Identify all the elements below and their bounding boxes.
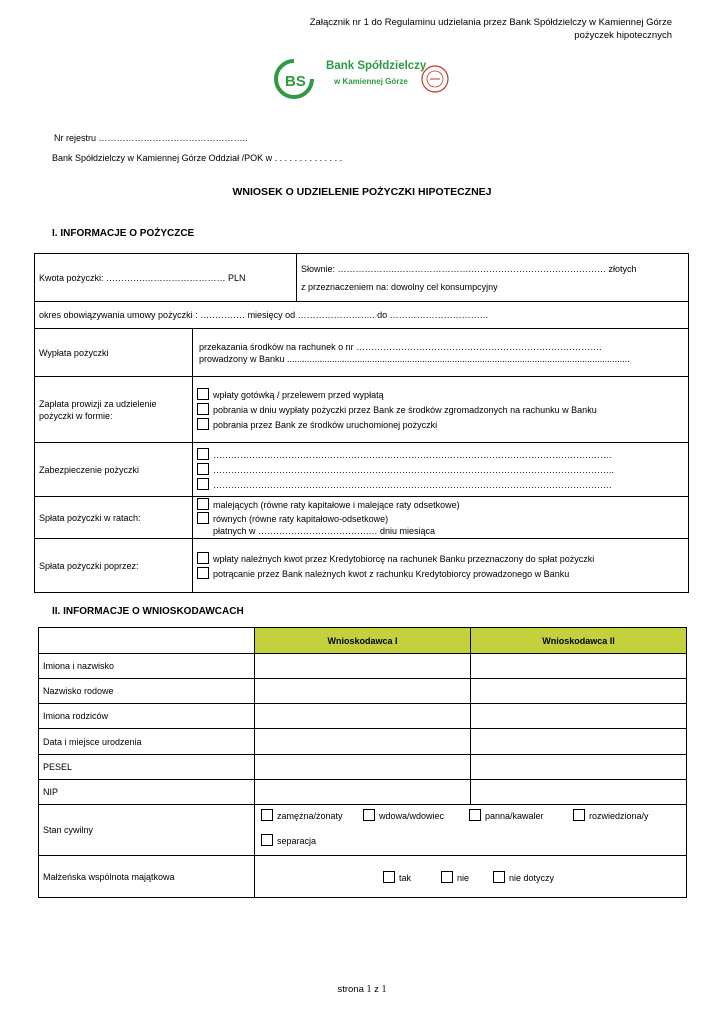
table-row bbox=[39, 780, 687, 805]
svg-text:BS: BS bbox=[285, 73, 306, 90]
checkbox[interactable] bbox=[197, 418, 209, 430]
commission-label: Zapłata prowizji za udzielenie pożyczki w formie: bbox=[35, 377, 193, 443]
repayment-option[interactable] bbox=[197, 552, 684, 565]
table-row bbox=[35, 302, 689, 329]
footer-prefix: strona bbox=[337, 984, 367, 995]
option-label: separacja bbox=[277, 836, 317, 846]
checkbox[interactable] bbox=[197, 448, 209, 460]
option-label: równych (równe raty kapitałowo-odsetkowe) bbox=[213, 514, 389, 524]
checkbox[interactable] bbox=[197, 512, 209, 524]
option-label: potrącanie przez Bank należnych kwot z rachunku Kredytobiorcy prowadzonego w Banku bbox=[213, 568, 570, 579]
marital-option[interactable] bbox=[363, 809, 444, 822]
option-label: …………………………………………………………………………………………………………………….. bbox=[213, 465, 615, 475]
commission-option[interactable] bbox=[197, 388, 684, 401]
payment-day[interactable]: płatnych w ……………………………….… dniu miesiąca bbox=[213, 526, 436, 536]
collateral-option[interactable] bbox=[197, 463, 684, 476]
installments-options bbox=[193, 497, 689, 539]
applicant1-input[interactable] bbox=[255, 654, 471, 679]
row-label: Imiona rodziców bbox=[39, 704, 255, 729]
applicant2-input[interactable] bbox=[471, 654, 687, 679]
repayment-options bbox=[193, 539, 689, 593]
checkbox[interactable] bbox=[363, 809, 375, 821]
checkbox[interactable] bbox=[197, 552, 209, 564]
option-label: ……………………………………………………………………………………………………………………. bbox=[213, 450, 612, 460]
loan-period: okres obowiązywania umowy pożyczki : …………… miesięcy od …………………….. do …………………………… bbox=[39, 310, 489, 320]
bank-name: Bank Spółdzielczy bbox=[326, 60, 427, 72]
repayment-label: Spłata pożyczki poprzez: bbox=[35, 539, 193, 593]
table-row bbox=[39, 704, 687, 729]
applicant1-input[interactable] bbox=[255, 755, 471, 780]
payout-account: przekazania środków na rachunek o nr ………………………………………………………………………. bbox=[199, 341, 602, 352]
branch-line: Bank Spółdzielczy w Kamiennej Górze Oddział /POK w . . . . . . . . . . . . . . bbox=[52, 153, 343, 163]
checkbox[interactable] bbox=[197, 388, 209, 400]
table-row bbox=[39, 805, 687, 856]
option-label: malejących (równe raty kapitałowe i malejące raty odsetkowe) bbox=[213, 500, 460, 510]
repayment-option[interactable] bbox=[197, 567, 684, 580]
registry-number: Nr rejestru ………………………………………….. bbox=[54, 133, 248, 143]
collateral-option[interactable] bbox=[197, 478, 684, 491]
table-row bbox=[39, 729, 687, 755]
marital-option[interactable] bbox=[573, 809, 649, 822]
loan-purpose: z przeznaczeniem na: dowolny cel konsumpcyjny bbox=[301, 281, 498, 292]
checkbox[interactable] bbox=[197, 403, 209, 415]
bank-logo bbox=[274, 59, 454, 99]
option-label: wdowa/wdowiec bbox=[379, 811, 445, 821]
payout-label: Wypłata pożyczki bbox=[35, 329, 193, 377]
section2-heading: II. INFORMACJE O WNIOSKODAWCACH bbox=[52, 606, 244, 617]
marital-status-label: Stan cywilny bbox=[39, 805, 255, 856]
table-row bbox=[39, 755, 687, 780]
collateral-options bbox=[193, 443, 689, 497]
option-label: pobrania w dniu wypłaty pożyczki przez Bank ze środków zgromadzonych na rachunku w Banku bbox=[213, 405, 597, 415]
attachment-header-line2: pożyczek hipotecznych bbox=[574, 30, 672, 41]
page-footer bbox=[0, 984, 724, 995]
checkbox[interactable] bbox=[573, 809, 585, 821]
loan-period-cell[interactable] bbox=[35, 302, 689, 329]
applicant1-input[interactable] bbox=[255, 704, 471, 729]
applicant1-header: Wnioskodawca I bbox=[255, 628, 471, 654]
applicant2-input[interactable] bbox=[471, 780, 687, 805]
option-label: wpłaty należnych kwot przez Kredytobiorcę na rachunek Banku przeznaczony do spłat pożyczki bbox=[213, 553, 595, 564]
row-label: PESEL bbox=[39, 755, 255, 780]
attachment-header-line1: Załącznik nr 1 do Regulaminu udzielania przez Bank Spółdzielczy w Kamiennej Górze bbox=[309, 17, 672, 28]
community-option[interactable] bbox=[383, 871, 411, 884]
row-label: Imiona i nazwisko bbox=[39, 654, 255, 679]
table-row bbox=[35, 254, 689, 302]
applicant1-input[interactable] bbox=[255, 679, 471, 704]
loan-amount: Kwota pożyczki: ………….……………………… PLN bbox=[39, 272, 246, 283]
applicant2-input[interactable] bbox=[471, 755, 687, 780]
table-row bbox=[39, 654, 687, 679]
payout-cell[interactable] bbox=[193, 329, 689, 377]
applicant2-input[interactable] bbox=[471, 704, 687, 729]
stamp-icon bbox=[420, 64, 450, 94]
page-number: 1 bbox=[366, 984, 372, 995]
marital-option[interactable] bbox=[261, 809, 343, 822]
checkbox[interactable] bbox=[197, 567, 209, 579]
property-community-label: Małżeńska wspólnota majątkowa bbox=[39, 856, 255, 898]
table-header-row bbox=[39, 628, 687, 654]
loan-amount-cell[interactable] bbox=[35, 254, 297, 302]
table-row bbox=[35, 443, 689, 497]
section1-heading: I. INFORMACJE O POŻYCZCE bbox=[52, 228, 195, 239]
checkbox[interactable] bbox=[383, 871, 395, 883]
option-label: zamężna/żonaty bbox=[277, 811, 343, 821]
loan-info-table bbox=[34, 253, 689, 593]
community-option[interactable] bbox=[441, 871, 469, 884]
commission-option[interactable] bbox=[197, 418, 684, 431]
applicant1-input[interactable] bbox=[255, 729, 471, 755]
property-community-options bbox=[255, 856, 687, 898]
option-label: ……………………………………………………………………………………………………………………. bbox=[213, 480, 612, 490]
page-title: WNIOSEK O UDZIELENIE POŻYCZKI HIPOTECZNEJ bbox=[232, 186, 492, 198]
table-row bbox=[35, 497, 689, 539]
option-label: nie bbox=[457, 873, 470, 883]
option-label: pobrania przez Bank ze środków uruchomionej pożyczki bbox=[213, 420, 438, 430]
applicant2-input[interactable] bbox=[471, 729, 687, 755]
installment-option[interactable] bbox=[197, 512, 684, 525]
checkbox[interactable] bbox=[493, 871, 505, 883]
option-label: panna/kawaler bbox=[485, 811, 544, 821]
checkbox[interactable] bbox=[197, 463, 209, 475]
checkbox[interactable] bbox=[441, 871, 453, 883]
collateral-option[interactable] bbox=[197, 448, 684, 461]
checkbox[interactable] bbox=[261, 834, 273, 846]
option-label: rozwiedziona/y bbox=[589, 811, 649, 821]
row-label: Nazwisko rodowe bbox=[39, 679, 255, 704]
applicant2-input[interactable] bbox=[471, 679, 687, 704]
amount-words-cell[interactable] bbox=[297, 254, 689, 302]
attachment-header bbox=[310, 16, 672, 42]
table-row bbox=[35, 329, 689, 377]
checkbox[interactable] bbox=[261, 809, 273, 821]
footer-of: z bbox=[371, 984, 382, 995]
bank-city: w Kamiennej Górze bbox=[334, 77, 408, 86]
payout-bank: prowadzony w Banku ......................................................................................................................................... bbox=[199, 353, 630, 364]
table-row bbox=[39, 679, 687, 704]
table-row bbox=[39, 856, 687, 898]
marital-status-options bbox=[255, 805, 687, 856]
row-label: NIP bbox=[39, 780, 255, 805]
option-label: nie dotyczy bbox=[509, 873, 555, 883]
table-row bbox=[35, 377, 689, 443]
applicants-table bbox=[38, 627, 687, 898]
marital-option[interactable] bbox=[261, 834, 316, 847]
applicant2-header: Wnioskodawca II bbox=[471, 628, 687, 654]
installments-label: Spłata pożyczki w ratach: bbox=[35, 497, 193, 539]
checkbox[interactable] bbox=[197, 478, 209, 490]
commission-options bbox=[193, 377, 689, 443]
header-empty bbox=[39, 628, 255, 654]
collateral-label: Zabezpieczenie pożyczki bbox=[35, 443, 193, 497]
checkbox[interactable] bbox=[197, 498, 209, 510]
marital-option[interactable] bbox=[469, 809, 544, 822]
option-label: tak bbox=[399, 873, 412, 883]
installment-option[interactable] bbox=[197, 498, 684, 511]
amount-words: Słownie: ………………..…………………….……………………………………… złotych bbox=[301, 263, 637, 274]
row-label: Data i miejsce urodzenia bbox=[39, 729, 255, 755]
checkbox[interactable] bbox=[469, 809, 481, 821]
commission-option[interactable] bbox=[197, 403, 684, 416]
page-total: 1 bbox=[381, 984, 387, 995]
table-row bbox=[35, 539, 689, 593]
applicant1-input[interactable] bbox=[255, 780, 471, 805]
community-option[interactable] bbox=[493, 871, 554, 884]
option-label: wpłaty gotówką / przelewem przed wypłatą bbox=[213, 390, 384, 400]
